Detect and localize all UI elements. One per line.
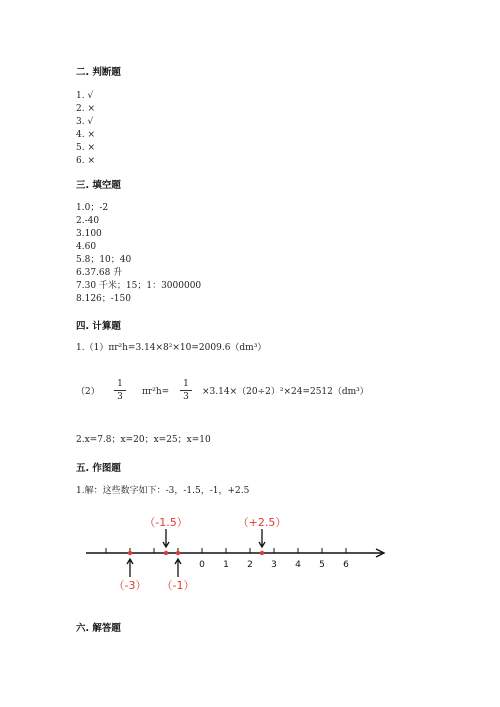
pointer-arrow-icon [127,559,133,577]
point-label: （-1.5） [144,516,188,529]
calc-part-2-formula: πr²h= [142,387,170,397]
fraction-one-third [180,379,192,402]
tick-label: 2 [247,560,253,570]
answer-line: 4. × [76,130,95,140]
point-marker [164,551,168,555]
calc-part-2-result: ×3.14×（20÷2）²×24=2512（dm³） [202,387,369,397]
calc-part-2-label: （2） [76,387,100,397]
tick-label: 4 [295,560,301,570]
answer-line: 3. √ [76,117,94,127]
pointer-arrow-icon [163,529,169,547]
fraction-denominator: 3 [183,392,189,402]
point-marker [128,551,132,555]
answer-line: 5. × [76,143,95,153]
answer-line: 6.37.68 升 [76,268,123,278]
answer-line: 7.30 千米；15；1：3000000 [76,281,202,291]
answer-line: 2.-40 [76,216,100,226]
tick-label: 1 [223,560,229,570]
answer-line: 1.0；-2 [76,203,109,213]
tick-label: 6 [343,560,349,570]
section-title-drawing: 五. 作图题 [76,463,121,474]
fraction-bar [114,390,126,391]
point-label: （-1） [161,579,195,592]
calc-line-3: 2.x=7.8；x=20；x=25；x=10 [76,435,211,445]
section-title-solution: 六. 解答题 [76,623,121,634]
tick-label: 3 [271,560,277,570]
fraction-bar [180,390,192,391]
drawing-answer-line: 1.解：这些数字如下：-3，-1.5，-1，+2.5 [76,486,250,496]
tick-label: 5 [319,560,325,570]
answer-line: 8.126；-150 [76,294,131,304]
pointer-arrow-icon [259,529,265,547]
point-marker [176,551,180,555]
answer-line: 2. × [76,104,95,114]
calc-line-1: 1.（1）πr²h=3.14×8²×10=2009.6（dm³） [76,343,267,353]
answer-line: 3.100 [76,229,102,239]
point-marker [260,551,264,555]
answer-line: 1. √ [76,91,94,101]
fraction-denominator: 3 [117,392,123,402]
number-line-figure [0,515,500,595]
point-label: （+2.5） [237,516,287,529]
section-title-fill-blank: 三. 填空题 [76,180,121,191]
section-title-calculation: 四. 计算题 [76,321,121,332]
fraction-numerator: 1 [183,379,189,389]
point-label: （-3） [113,579,147,592]
fraction-one-third [114,379,126,402]
pointer-arrow-icon [175,559,181,577]
fraction-numerator: 1 [117,379,123,389]
answer-line: 5.8；10；40 [76,255,132,265]
tick-label: 0 [199,560,205,570]
answer-line: 4.60 [76,242,97,252]
section-title-judgement: 二. 判断题 [76,67,121,78]
answer-line: 6. × [76,156,95,166]
